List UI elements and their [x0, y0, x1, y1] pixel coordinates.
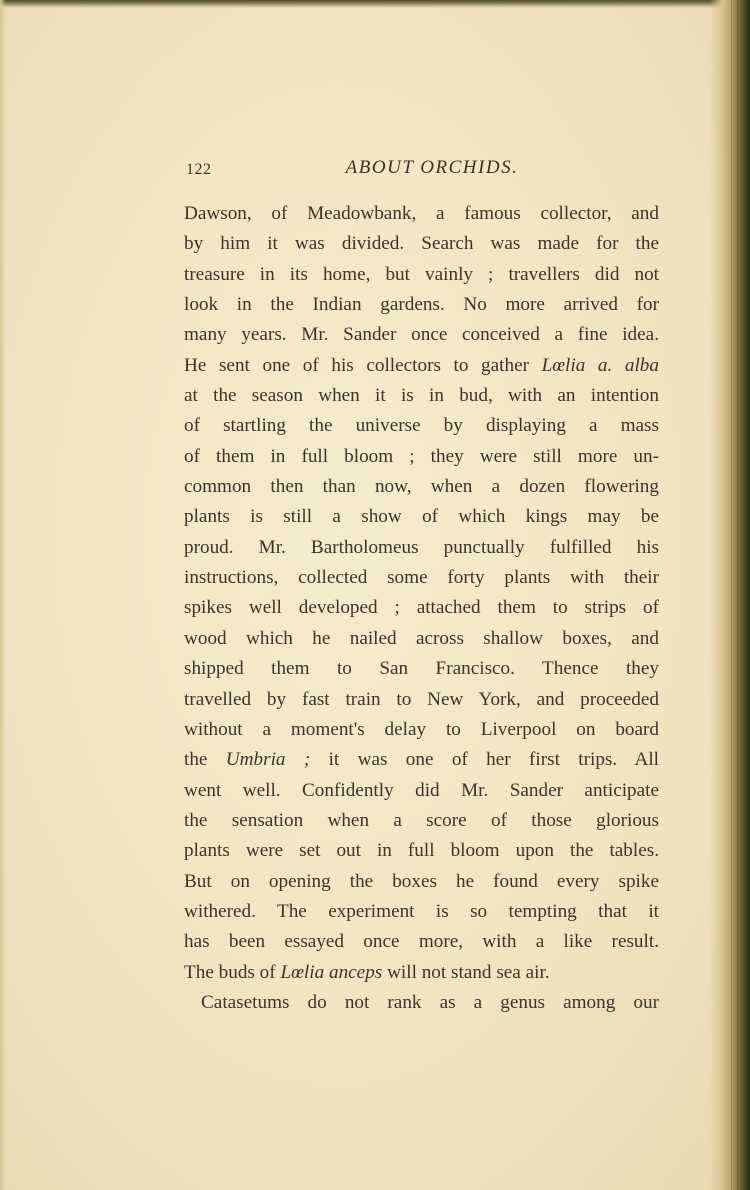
- text-line: treasure in its home, but vainly ; travellers did not: [184, 263, 659, 285]
- page-top-edge: [0, 0, 750, 8]
- text-line: Dawson, of Meadowbank, a famous collector, and: [184, 203, 659, 224]
- text-line: of startling the universe by displaying a mass: [184, 415, 659, 437]
- text-line: look in the Indian gardens. No more arrived for: [184, 294, 659, 316]
- text-line: travelled by fast train to New York, and proceeded: [184, 688, 659, 710]
- text-line: without a moment's delay to Liverpool on board: [184, 718, 659, 740]
- italic-species-name: Lœlia anceps: [280, 961, 383, 983]
- text-line: the Umbria ; it was one of her first trips. All: [184, 749, 659, 771]
- text-line: many years. Mr. Sander once conceived a fine idea.: [184, 324, 659, 346]
- text-line: He sent one of his collectors to gather Lœlia a. alba: [184, 354, 659, 376]
- book-spine-shadow: [710, 0, 750, 1190]
- text-line: shipped them to San Francisco. Thence they: [184, 658, 659, 680]
- page-number: 122: [186, 161, 212, 178]
- text-line: common then than now, when a dozen flowering: [184, 476, 659, 498]
- text-line: But on opening the boxes he found every spike: [184, 870, 659, 892]
- text-line: has been essayed once more, with a like result.: [184, 931, 659, 953]
- spine-line: [731, 0, 732, 1190]
- text-line: proud. Mr. Bartholomeus punctually fulfilled his: [184, 536, 659, 558]
- running-head: ABOUT ORCHIDS.: [345, 157, 519, 178]
- page-header: [186, 157, 656, 187]
- text-line: plants were set out in full bloom upon the tables.: [184, 840, 659, 862]
- body-text: [184, 199, 659, 1018]
- paragraph-last-line: The buds of Lœlia anceps will not stand sea air.: [184, 961, 550, 983]
- text-line: by him it was divided. Search was made for the: [184, 233, 659, 255]
- spine-line: [737, 0, 738, 1190]
- text-line: plants is still a show of which kings may be: [184, 506, 659, 528]
- text-line: instructions, collected some forty plants with their: [184, 567, 659, 589]
- text-line: spikes well developed ; attached them to strips of: [184, 597, 659, 619]
- text-line: at the season when it is in bud, with an intention: [184, 385, 659, 407]
- text-line: went well. Confidently did Mr. Sander anticipate: [184, 779, 659, 801]
- page-left-edge: [0, 0, 6, 1190]
- text-line: the sensation when a score of those glorious: [184, 809, 659, 831]
- paragraph-first-line: Catasetums do not rank as a genus among our: [201, 991, 659, 1013]
- text-line: withered. The experiment is so tempting that it: [184, 900, 659, 922]
- text-line: of them in full bloom ; they were still more un-: [184, 445, 659, 467]
- italic-species-name: Lœlia a. alba: [541, 354, 659, 376]
- italic-ship-name: Umbria ;: [225, 749, 311, 771]
- text-line: wood which he nailed across shallow boxes, and: [184, 627, 659, 649]
